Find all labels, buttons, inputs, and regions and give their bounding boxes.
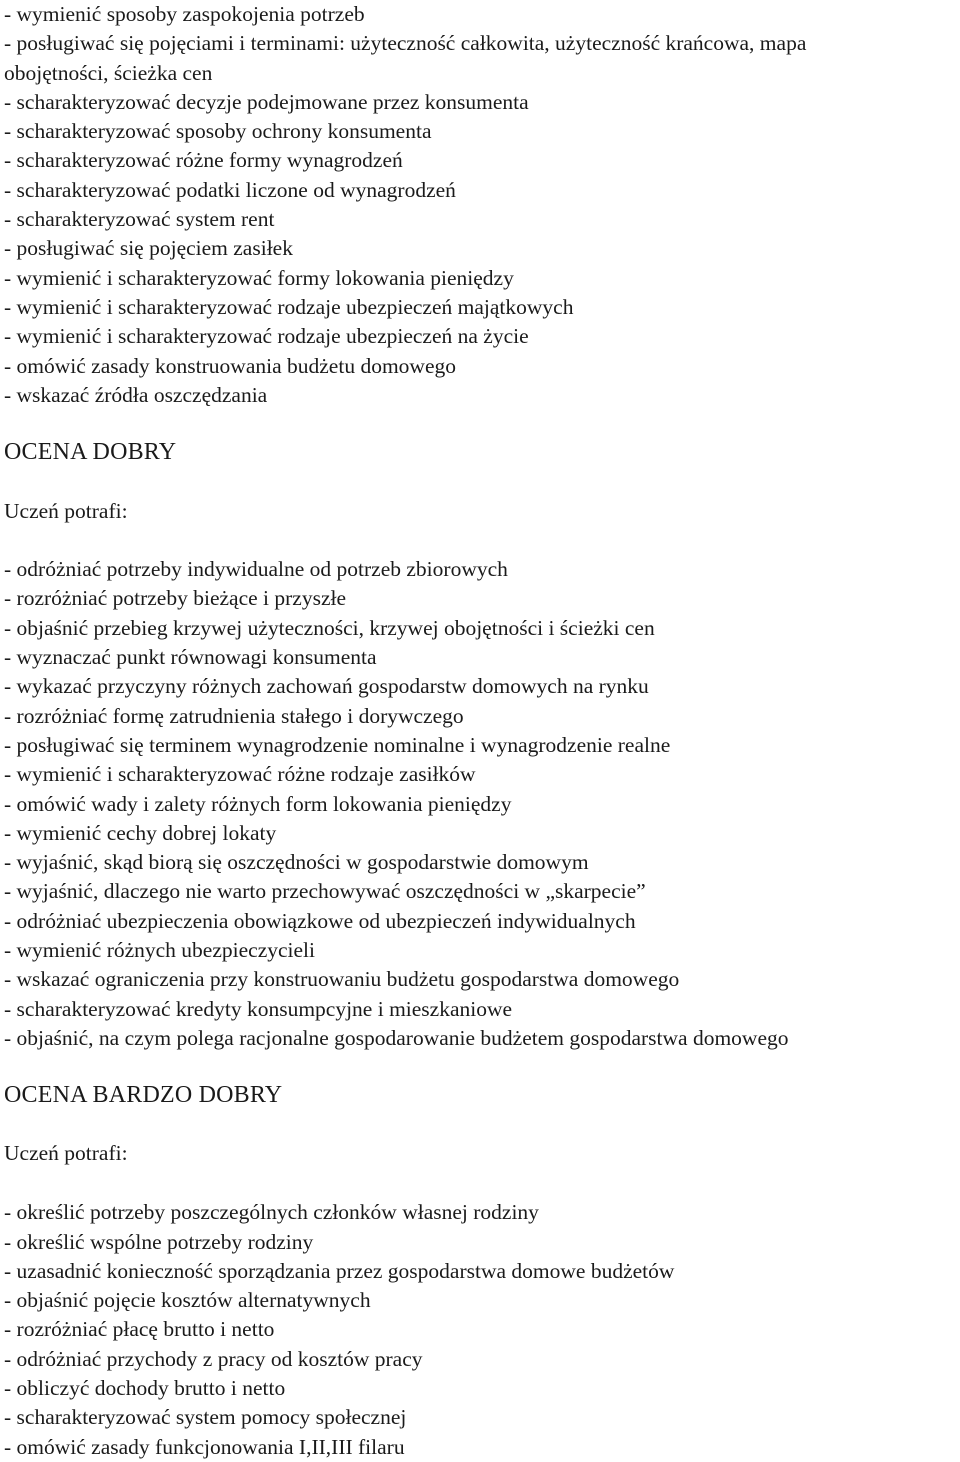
list-item: - omówić wady i zalety różnych form lokowania pieniędzy — [4, 791, 512, 816]
list-item: - wymienić różnych ubezpieczycieli — [4, 938, 316, 963]
list-item: - wymienić i scharakteryzować formy lokowania pieniędzy — [4, 265, 514, 290]
list-item: - określić potrzeby poszczególnych członków własnej rodziny — [4, 1200, 539, 1225]
list-item: - posługiwać się pojęciami i terminami: użyteczność całkowita, użyteczność krańcowa, mapa — [4, 31, 807, 56]
list-item: - wymienić i scharakteryzować różne rodzaje zasiłków — [4, 762, 476, 787]
list-item: obojętności, ścieżka cen — [4, 60, 213, 85]
list-item: - posługiwać się pojęciem zasiłek — [4, 236, 293, 261]
list-item: - obliczyć dochody brutto i netto — [4, 1375, 286, 1400]
list-item: - rozróżniać formę zatrudnienia stałego i dorywczego — [4, 703, 464, 728]
list-item: - scharakteryzować decyzje podejmowane przez konsumenta — [4, 89, 529, 114]
list-item: - scharakteryzować system pomocy społecznej — [4, 1405, 407, 1430]
list-item: - wyjaśnić, skąd biorą się oszczędności w gospodarstwie domowym — [4, 850, 589, 875]
list-item: - wymienić cechy dobrej lokaty — [4, 820, 277, 845]
section-subheading-very-good: Uczeń potrafi: — [4, 1141, 128, 1166]
list-item: - omówić zasady konstruowania budżetu domowego — [4, 353, 456, 378]
list-item: - wymienić sposoby zaspokojenia potrzeb — [4, 2, 365, 26]
list-item: - wyznaczać punkt równowagi konsumenta — [4, 645, 377, 670]
list-item: - posługiwać się terminem wynagrodzenie nominalne i wynagrodzenie realne — [4, 732, 671, 757]
list-item: - scharakteryzować system rent — [4, 207, 275, 232]
list-item: - scharakteryzować sposoby ochrony konsumenta — [4, 119, 432, 144]
list-item: - wyjaśnić, dlaczego nie warto przechowywać oszczędności w „skarpecie” — [4, 879, 646, 904]
list-item: - scharakteryzować różne formy wynagrodzeń — [4, 148, 403, 173]
list-item: - odróżniać ubezpieczenia obowiązkowe od ubezpieczeń indywidualnych — [4, 908, 636, 933]
list-item: - objaśnić pojęcie kosztów alternatywnych — [4, 1288, 371, 1313]
list-item: - odróżniać potrzeby indywidualne od potrzeb zbiorowych — [4, 557, 508, 582]
list-item: - rozróżniać płacę brutto i netto — [4, 1317, 275, 1342]
list-item: - wskazać źródła oszczędzania — [4, 382, 268, 407]
list-item: - wymienić i scharakteryzować rodzaje ubezpieczeń majątkowych — [4, 294, 574, 319]
section-heading-very-good: OCENA BARDZO DOBRY — [4, 1082, 283, 1109]
list-item: - wymienić i scharakteryzować rodzaje ubezpieczeń na życie — [4, 324, 529, 349]
list-item: - określić wspólne potrzeby rodziny — [4, 1229, 314, 1254]
section-heading-good: OCENA DOBRY — [4, 439, 177, 466]
good-requirements-list — [4, 555, 952, 1053]
list-item: - odróżniać przychody z pracy od kosztów pracy — [4, 1346, 423, 1371]
list-item: - objaśnić przebieg krzywej użyteczności, krzywej obojętności i ścieżki cen — [4, 615, 655, 640]
section-subheading-good: Uczeń potrafi: — [4, 499, 128, 524]
list-item: - uzasadnić konieczność sporządzania przez gospodarstwa domowe budżetów — [4, 1258, 675, 1283]
list-item: - scharakteryzować podatki liczone od wynagrodzeń — [4, 177, 456, 202]
list-item: - wykazać przyczyny różnych zachowań gospodarstw domowych na rynku — [4, 674, 649, 699]
list-item: - scharakteryzować kredyty konsumpcyjne i mieszkaniowe — [4, 996, 513, 1021]
list-item: - wskazać ograniczenia przy konstruowaniu budżetu gospodarstwa domowego — [4, 967, 680, 992]
very-good-requirements-list — [4, 1198, 952, 1462]
list-item: - omówić zasady funkcjonowania I,II,III filaru — [4, 1434, 405, 1459]
list-item: - rozróżniać potrzeby bieżące i przyszłe — [4, 586, 347, 611]
list-item: - objaśnić, na czym polega racjonalne gospodarowanie budżetem gospodarstwa domowego — [4, 1025, 789, 1050]
intro-requirements-list — [4, 0, 952, 410]
